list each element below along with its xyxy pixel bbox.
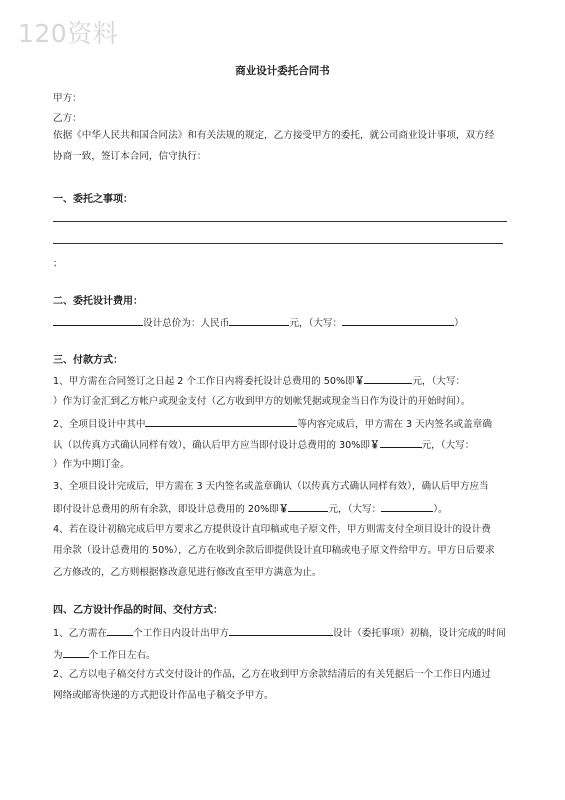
section-2-heading: 二、委托设计费用： bbox=[53, 296, 143, 307]
payment-clause-2-cont bbox=[53, 437, 474, 453]
payment-clause-2-end: ）作为中期订金。 bbox=[53, 459, 130, 470]
clause-text: 个工作日内设计出甲方 bbox=[133, 628, 230, 639]
delivery-clause-1-cont bbox=[53, 647, 156, 663]
blank-field bbox=[145, 416, 297, 427]
blank-field bbox=[53, 315, 143, 326]
fill-in-rule bbox=[53, 243, 503, 244]
clause-text: 元，（大写： bbox=[421, 440, 475, 451]
clause-text: 2、全项目设计中其中 bbox=[53, 419, 146, 430]
clause-text: 等内容完成后，甲方需在 3 天内签名或盖章确 bbox=[297, 419, 492, 430]
clause-text: 1、乙方需在 bbox=[53, 628, 108, 639]
trailing-mark: ； bbox=[53, 259, 63, 269]
preamble-line-1: 依据《中华人民共和国合同法》和有关法规的规定，乙方接受甲方的委托，就公司商业设计事项，双方经 bbox=[53, 130, 495, 141]
section-4-heading: 四、乙方设计作品的时间、交付方式： bbox=[53, 605, 223, 616]
payment-clause-3: 3、全项目设计完成后，甲方需在 3 天内签名或盖章确认（以传真方式确认同样有效），确认后甲方应当 bbox=[53, 481, 489, 492]
fill-in-rule bbox=[53, 221, 507, 222]
watermark-logo: 120资料 bbox=[18, 19, 119, 48]
clause-text: 即付设计总费用的所有余款，即设计总费用的 20%即 bbox=[53, 504, 279, 515]
fee-total-label: 设计总价为：人民币 bbox=[143, 318, 230, 329]
clause-text: 元，（大写： bbox=[412, 376, 466, 387]
fee-line bbox=[53, 315, 464, 331]
blank-field bbox=[380, 437, 422, 448]
payment-clause-1-cont: ）作为订金汇到乙方帐户或现金支付（乙方收到甲方的划帐凭据或现金当日作为设计的开始时间）。 bbox=[53, 396, 471, 407]
payment-clause-4-end: 乙方修改的，乙方则根据修改意见进行修改直至甲方满意为止。 bbox=[53, 567, 322, 578]
fee-yuan-label: 元，（大写： bbox=[289, 318, 343, 329]
clause-text: 元，（大写： bbox=[328, 504, 382, 515]
blank-field bbox=[107, 625, 133, 636]
party-a-label: 甲方： bbox=[53, 93, 82, 104]
section-3-heading: 三、付款方式： bbox=[53, 355, 123, 366]
delivery-clause-2-cont: 网络或邮寄快递的方式把设计作品电子稿交予甲方。 bbox=[53, 690, 274, 701]
clause-text: 1、甲方需在合同签订之日起 2 个工作日内将委托设计总费用的 50%即 bbox=[53, 376, 355, 387]
payment-clause-2 bbox=[53, 416, 492, 432]
yen-sign: ￥ bbox=[278, 504, 289, 515]
payment-clause-4: 4、若在设计初稿完成后甲方要求乙方提供设计直印稿或电子原文件，甲方则需支付全项目设计的设计费 bbox=[53, 524, 491, 535]
blank-field bbox=[229, 625, 333, 636]
yen-sign: ￥ bbox=[354, 376, 365, 387]
blank-field bbox=[342, 315, 454, 326]
section-1-heading: 一、委托之事项： bbox=[53, 194, 133, 205]
delivery-clause-2: 2、乙方以电子稿交付方式交付设计的作品，乙方在收到甲方余款结清后的有关凭据后一个工作日内通过 bbox=[53, 669, 491, 680]
clause-text: ）。 bbox=[433, 504, 448, 515]
clause-text: 为 bbox=[53, 650, 63, 661]
yen-sign: ￥ bbox=[369, 440, 380, 451]
party-b-label: 乙方： bbox=[53, 113, 82, 124]
blank-field bbox=[229, 315, 289, 326]
blank-field bbox=[364, 373, 412, 384]
clause-text: 个工作日左右。 bbox=[88, 650, 156, 661]
payment-clause-3-cont bbox=[53, 501, 448, 517]
blank-field bbox=[381, 501, 433, 512]
fee-close: ） bbox=[454, 318, 464, 329]
payment-clause-1 bbox=[53, 373, 465, 389]
payment-clause-4-cont: 用余款（设计总费用的 50%），乙方在收到余款后即提供设计直印稿或电子原文件给甲方。甲方日后要求 bbox=[53, 545, 495, 556]
blank-field bbox=[63, 647, 89, 658]
blank-field bbox=[288, 501, 328, 512]
clause-text: 设计（委托事项）初稿，设计完成的时间 bbox=[333, 628, 506, 639]
preamble-line-2: 协商一致，签订本合同，信守执行： bbox=[53, 151, 207, 162]
document-title: 商业设计委托合同书 bbox=[235, 65, 330, 77]
clause-text: 认（以传真方式确认同样有效），确认后甲方应当即付设计总费用的 30%即 bbox=[53, 440, 370, 451]
delivery-clause-1 bbox=[53, 625, 506, 641]
